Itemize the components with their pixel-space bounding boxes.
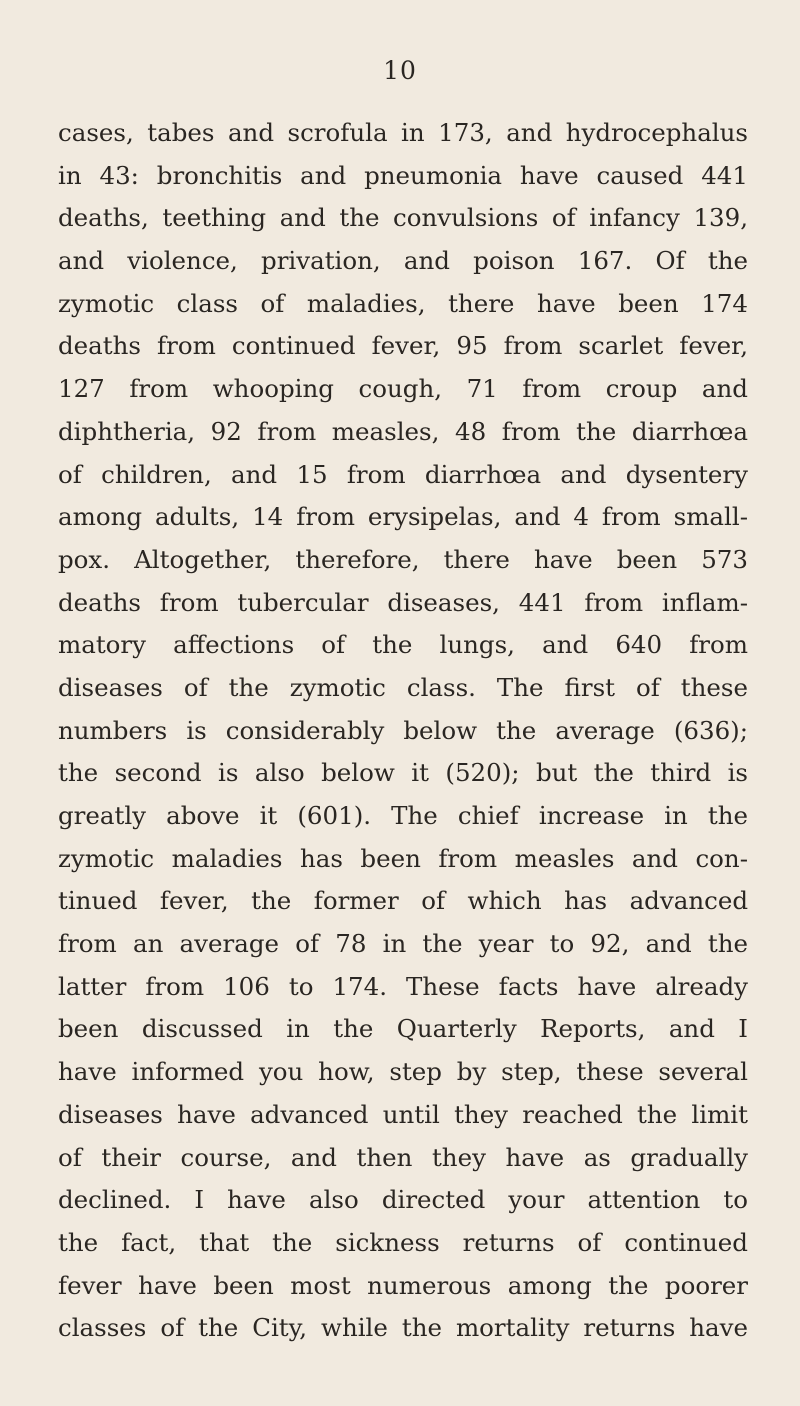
text-line: the second is also below it (520); but the third is: [58, 758, 748, 788]
text-line: deaths from tubercular diseases, 441 from inflam-: [58, 587, 748, 617]
page-number: 10: [383, 56, 417, 85]
text-line: fever have been most numerous among the poorer: [58, 1270, 748, 1300]
text-line: diseases have advanced until they reached the limit: [58, 1099, 748, 1129]
body-text: [58, 112, 748, 1350]
text-line: been discussed in the Quarterly Reports, and I: [58, 1014, 748, 1044]
text-line: classes of the City, while the mortality returns have: [58, 1313, 748, 1343]
text-line: zymotic maladies has been from measles and con-: [58, 843, 748, 873]
text-line: numbers is considerably below the average (636);: [58, 715, 748, 745]
text-line: deaths, teething and the convulsions of infancy 139,: [58, 203, 748, 233]
text-line: zymotic class of maladies, there have been 174: [58, 288, 748, 318]
text-line: and violence, privation, and poison 167. Of the: [58, 246, 748, 276]
text-line: greatly above it (601). The chief increase in the: [58, 801, 748, 830]
text-line: deaths from continued fever, 95 from scarlet fever,: [58, 331, 748, 361]
text-line: declined. I have also directed your attention to: [58, 1185, 748, 1215]
text-line: latter from 106 to 174. These facts have already: [58, 971, 748, 1001]
text-line: tinued fever, the former of which has advanced: [58, 886, 748, 916]
text-line: of children, and 15 from diarrhœa and dysentery: [58, 459, 748, 489]
text-line: 127 from whooping cough, 71 from croup and: [58, 374, 748, 404]
text-line: diphtheria, 92 from measles, 48 from the diarrhœa: [58, 416, 748, 446]
text-line: diseases of the zymotic class. The first of these: [58, 672, 748, 702]
text-line: among adults, 14 from erysipelas, and 4 from small-: [58, 502, 748, 532]
text-line: have informed you how, step by step, these several: [58, 1057, 748, 1087]
text-line: cases, tabes and scrofula in 173, and hydrocephalus: [58, 118, 748, 147]
text-line: in 43: bronchitis and pneumonia have caused 441: [58, 160, 748, 190]
text-line: from an average of 78 in the year to 92, and the: [58, 929, 748, 959]
text-line: of their course, and then they have as gradually: [58, 1142, 748, 1172]
text-line: pox. Altogether, therefore, there have been 573: [58, 544, 748, 574]
text-line: matory affections of the lungs, and 640 from: [58, 630, 748, 660]
text-line: the fact, that the sickness returns of continued: [58, 1227, 748, 1257]
